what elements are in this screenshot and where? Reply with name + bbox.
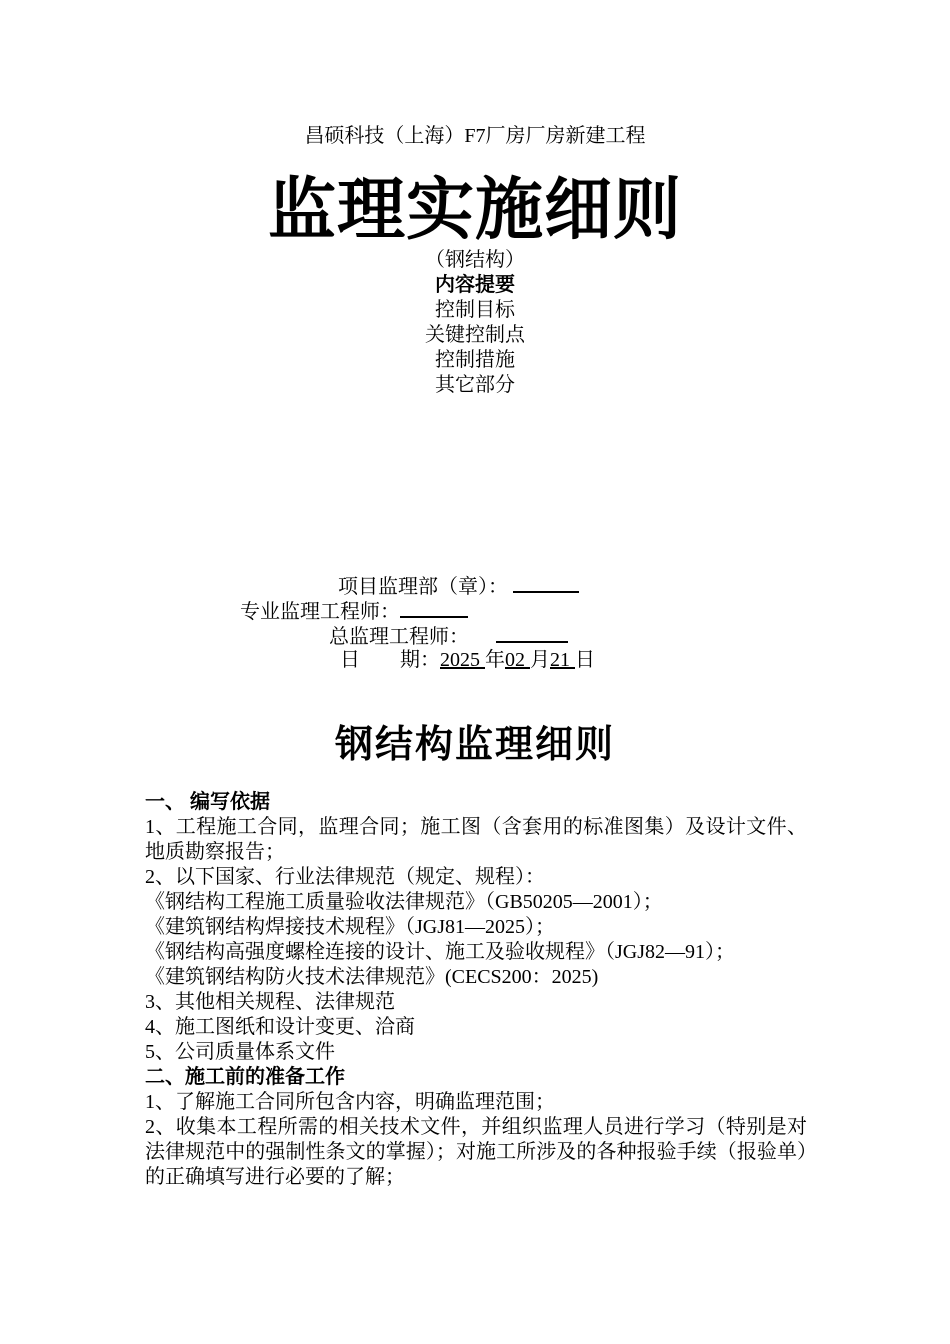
- contents-item: 关键控制点: [425, 324, 525, 346]
- paragraph: 3、其他相关规程、法律规范: [145, 991, 395, 1013]
- date-year-unit: 年: [485, 649, 505, 671]
- heading-basis: 一、 编写依据: [145, 791, 270, 813]
- project-name: 昌硕科技（上海）F7厂房厂房新建工程: [304, 125, 646, 147]
- standard-item: 《钢结构工程施工质量验收法律规范》（GB50205—2001）；: [145, 891, 663, 913]
- section-body: [145, 790, 807, 1190]
- standard-item: 《建筑钢结构焊接技术规程》（JGJ81—2025）；: [145, 916, 556, 938]
- contents-heading: 内容提要: [435, 274, 515, 296]
- date-month-unit: 月: [530, 649, 550, 671]
- contents-item: 控制目标: [435, 299, 515, 321]
- paragraph: 2、以下国家、行业法律规范（规定、规程）：: [145, 866, 545, 888]
- paragraph: 1、了解施工合同所包含内容，明确监理范围；: [145, 1091, 555, 1113]
- engineer-blank: [400, 598, 468, 618]
- paragraph: 2、收集本工程所需的相关技术文件，并组织监理人员进行学习（特别是对法律规范中的强制性条文的掌握）；对施工所涉及的各种报验手续（报验单）的正确填写进行必要的了解；: [145, 1116, 807, 1188]
- heading-preparation: 二、施工前的准备工作: [145, 1066, 345, 1088]
- chief-label: 总监理工程师：: [329, 626, 469, 648]
- date-day-unit: 日: [575, 649, 595, 671]
- document-title: 监理实施细则: [267, 172, 682, 248]
- date-day: 21: [550, 649, 575, 671]
- document-subtitle: （钢结构）: [425, 249, 525, 271]
- standard-item: 《建筑钢结构防火技术法律规范》(CECS200：2025): [145, 966, 599, 988]
- contents-item: 控制措施: [435, 349, 515, 371]
- standard-item: 《钢结构高强度螺栓连接的设计、施工及验收规程》（JGJ82—91）；: [145, 941, 736, 963]
- date-label: 日 期：: [340, 649, 440, 671]
- engineer-label: 专业监理工程师：: [240, 601, 400, 623]
- date-year: 2025: [440, 649, 485, 671]
- paragraph: 4、施工图纸和设计变更、洽商: [145, 1016, 415, 1038]
- date-month: 02: [505, 649, 530, 671]
- signature-dept: [338, 573, 579, 600]
- section-title: 钢结构监理细则: [334, 724, 615, 766]
- paragraph: 5、公司质量体系文件: [145, 1041, 335, 1063]
- signature-engineer: [240, 598, 468, 625]
- signature-chief: [329, 623, 568, 650]
- contents-item: 其它部分: [435, 374, 515, 396]
- contents-block: [0, 248, 950, 398]
- dept-blank: [513, 573, 579, 593]
- signature-date: [340, 648, 595, 673]
- paragraph: 1、工程施工合同，监理合同；施工图（含套用的标准图集）及设计文件、地质勘察报告；: [145, 816, 807, 863]
- dept-label: 项目监理部（章）：: [338, 576, 508, 598]
- chief-blank: [496, 623, 568, 643]
